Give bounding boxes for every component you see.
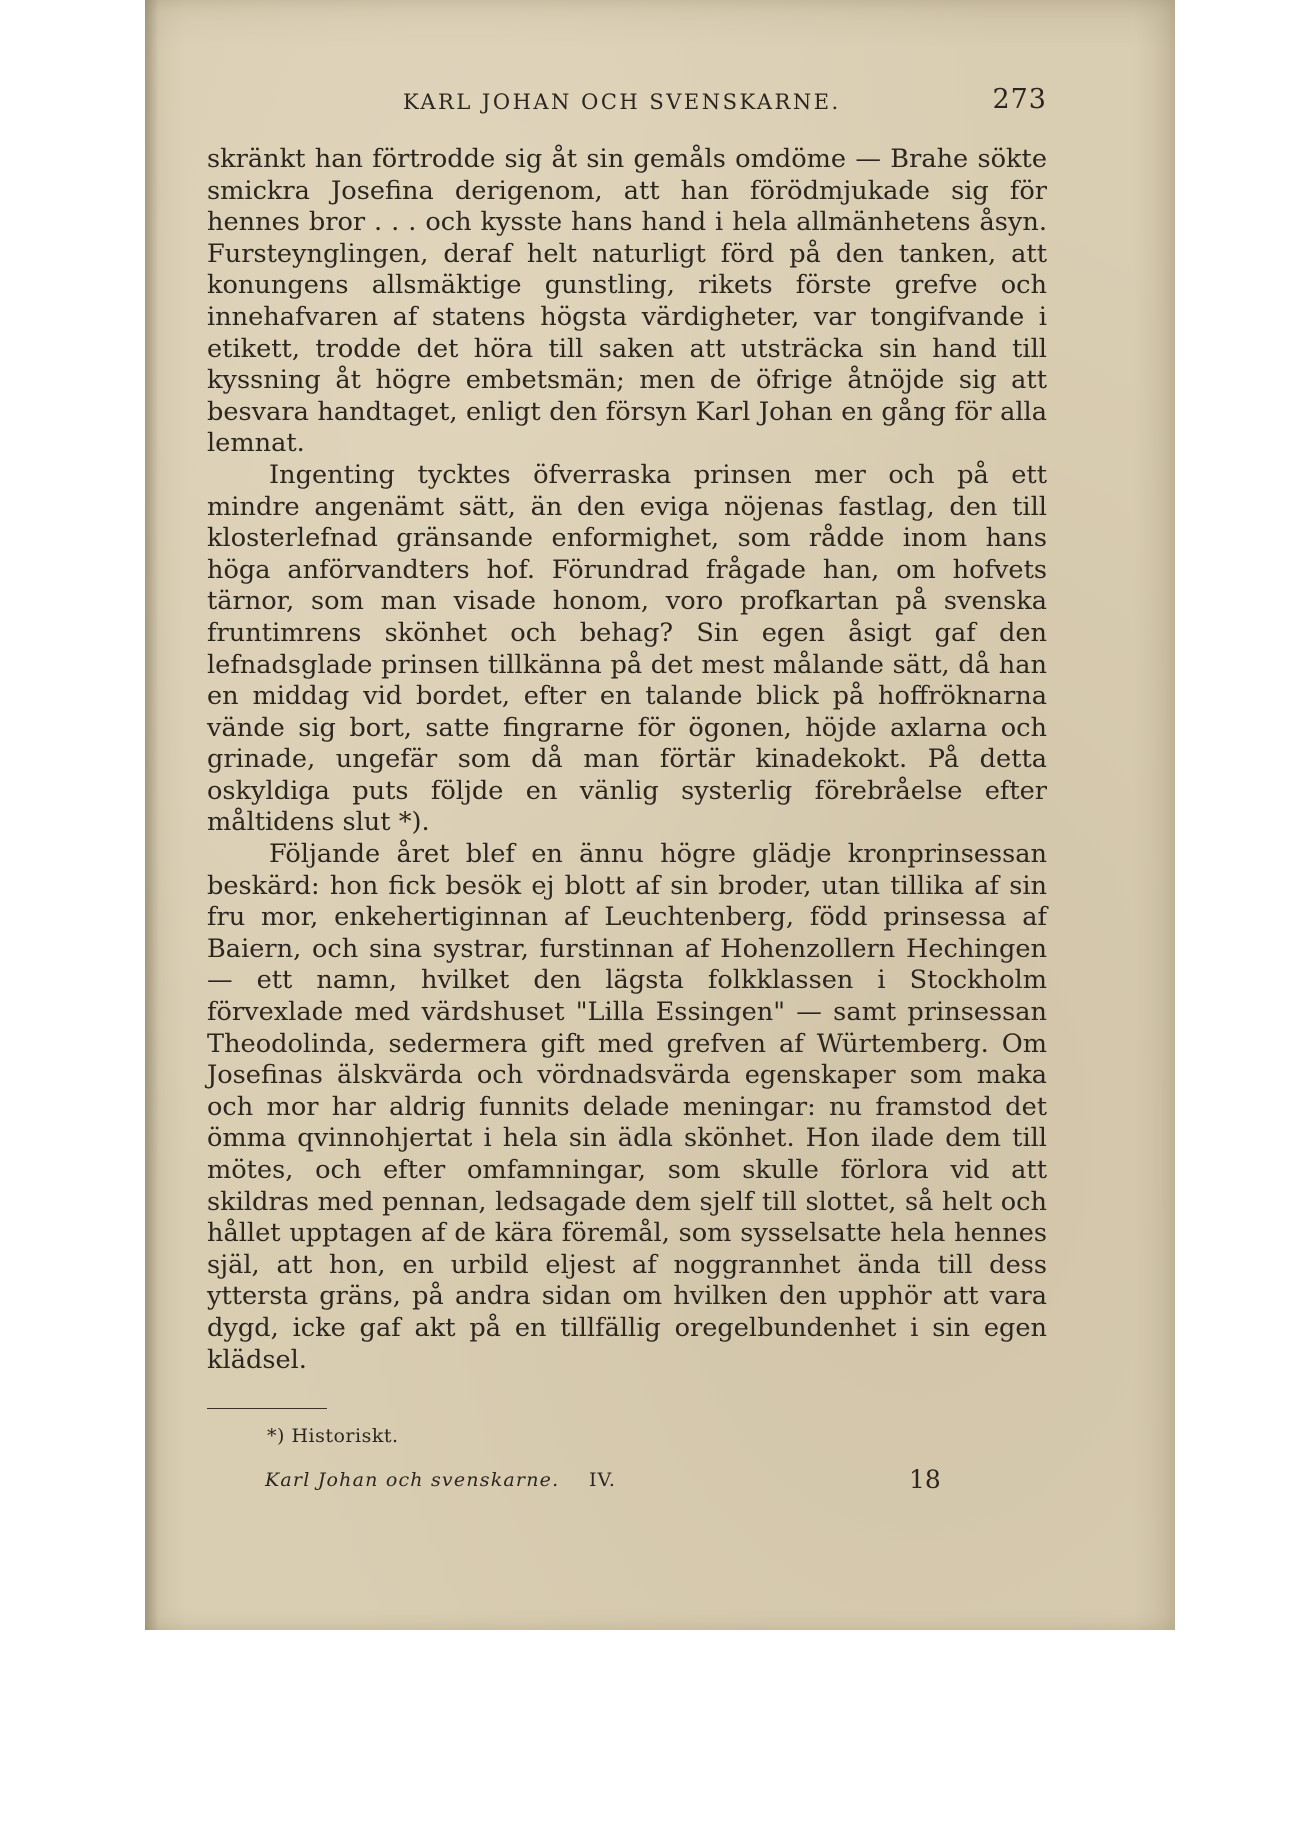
page-number: 273 <box>992 84 1047 115</box>
signature-title: Karl Johan och svenskarne. <box>265 1469 560 1492</box>
running-head <box>207 78 1047 128</box>
book-page <box>145 0 1175 1630</box>
paragraph-1: skränkt han förtrodde sig åt sin gemåls omdöme — Brahe sökte smickra Josefina derigenom, att han förödmjukade sig för hennes bror . . . och kysste hans hand i hela allmänhetens åsyn. Fursteynglingen, deraf helt naturligt förd på den tanken, att konungens allsmäktige gunstling, rikets förste grefve och innehafvaren af statens högsta värdigheter, var tongifvande i etikett, trodde det höra till saken att utsträcka sin hand till kyssning åt högre embetsmän; men de öfrige åtnöjde sig att besvara handtaget, enligt den försyn Karl Johan en gång för alla lemnat. <box>207 144 1047 459</box>
footnote: *) Historiskt. <box>267 1425 399 1448</box>
body-text <box>207 144 1047 1376</box>
running-head-title: KARL JOHAN OCH SVENSKARNE. <box>403 90 841 114</box>
gutter-shadow <box>145 0 159 1630</box>
footnote-rule <box>207 1408 327 1409</box>
paragraph-2: Ingenting tycktes öfverraska prinsen mer och på ett mindre angenämt sätt, än den eviga nöjenas fastlag, den till klosterlefnad gränsande enformighet, som rådde inom hans höga anförvandters hof. Förundrad frågade han, om hofvets tärnor, som man visade honom, voro profkartan på svenska fruntimrens skönhet och behag? Sin egen åsigt gaf den lefnadsglade prinsen tillkänna på det mest målande sätt, då han en middag vid bordet, efter en talande blick på hoffröknarna vände sig bort, satte fingrarne för ögonen, höjde axlarna och grinade, ungefär som då man förtär kinadekokt. På detta oskyldiga puts följde en vänlig systerlig förebråelse efter måltidens slut *). <box>207 459 1047 838</box>
signature-volume: IV. <box>589 1469 616 1492</box>
signature-line <box>207 1465 1047 1509</box>
signature-sheet-number: 18 <box>909 1465 941 1495</box>
paragraph-3: Följande året blef en ännu högre glädje kronprinsessan beskärd: hon fick besök ej blott af sin broder, utan tillika af sin fru mor, enkehertiginnan af Leuchtenberg, född prinsessa af Baiern, och sina systrar, furstinnan af Hohenzollern Hechingen — ett namn, hvilket den lägsta folkklassen i Stockholm förvexlade med värdshuset "Lilla Essingen" — samt prinsessan Theodolinda, sedermera gift med grefven af Würtemberg. Om Josefinas älskvärda och vördnadsvärda egenskaper som maka och mor har aldrig funnits delade meningar: nu framstod det ömma qvinnohjertat i hela sin ädla skönhet. Hon ilade dem till mötes, och efter omfamningar, som skulle förlora vid att skildras med pennan, ledsagade dem sjelf till slottet, så helt och hållet upptagen af de kära föremål, som sysselsatte hela hennes själ, att hon, en urbild eljest af noggrannhet ända till dess yttersta gräns, på andra sidan om hvilken den upphör att vara dygd, icke gaf akt på en tillfällig oregelbundenhet i sin egen klädsel. <box>207 839 1047 1375</box>
text-block <box>207 78 1047 1509</box>
